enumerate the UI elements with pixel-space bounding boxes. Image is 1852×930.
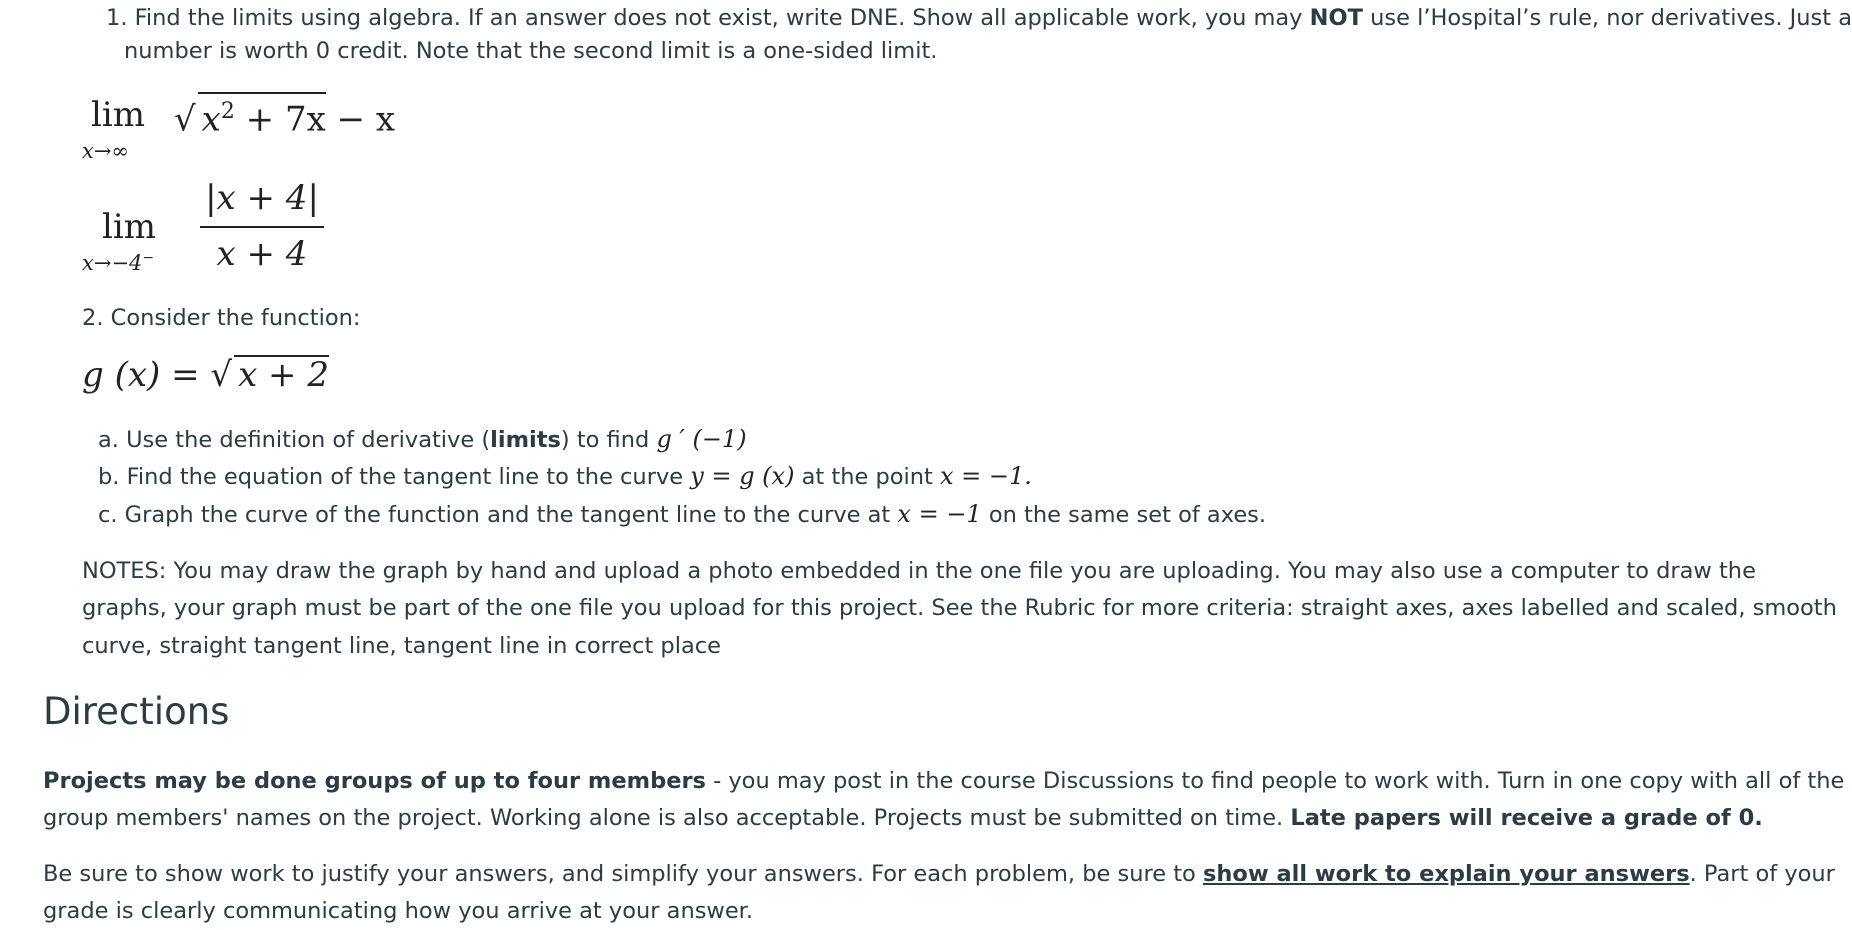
directions-p2-line2: grade is clearly communicating how you arrive at your answer.	[43, 898, 754, 924]
show-work-emphasis: show all work to explain your answers	[1202, 861, 1690, 887]
limit-1-lim: lim	[91, 95, 145, 135]
limit-2-numerator: |x + 4|	[200, 178, 324, 228]
directions-p1-line1: Projects may be done groups of up to four members - you may post in the course Discussions to find people to work with. Turn in one copy with all of the	[43, 768, 1845, 794]
q2-function: g (x) = √ x + 2	[82, 355, 329, 395]
q2-part-c: c. Graph the curve of the function and the tangent line to the curve at x = −1 on the same set of axes.	[98, 500, 1267, 528]
limit-2-fraction	[200, 178, 324, 274]
q2-part-a: a. Use the definition of derivative (limits) to find g ′ (−1)	[98, 425, 747, 453]
q2-part-b: b. Find the equation of the tangent line to the curve y = g (x) at the point x = −1.	[98, 462, 1032, 490]
limit-2-denominator: x + 4	[216, 234, 308, 274]
directions-p1-line2: group members' names on the project. Working alone is also acceptable. Projects must be submitted on time. Late papers will receive a grade of 0.	[43, 805, 1763, 831]
directions-p2-line1: Be sure to show work to justify your answers, and simplify your answers. For each problem, be sure to show all work to explain your answers. Part of your	[43, 861, 1835, 887]
notes-line1: NOTES: You may draw the graph by hand and upload a photo embedded in the one file you are uploading. You may also use a computer to draw the	[82, 558, 1756, 584]
notes-line3: curve, straight tangent line, tangent line in correct place	[82, 633, 721, 659]
limit-1-subscript: x→∞	[82, 139, 129, 163]
notes-line2: graphs, your graph must be part of the one file you upload for this project. See the Rubric for more criteria: straight axes, axes labelled and scaled, smooth	[82, 595, 1837, 621]
limit-1-expression: √ $x^2 + 7x - x$	[174, 92, 395, 139]
q1-line1: 1. Find the limits using algebra. If an answer does not exist, write DNE. Show all applicable work, you may NOT use l’Hospital’s rule, nor derivatives. Just a	[106, 5, 1852, 31]
limit-2-lim: lim	[102, 207, 156, 247]
limit-2-subscript: x→−4−	[82, 250, 155, 275]
directions-heading: Directions	[43, 690, 230, 733]
q1-line2: number is worth 0 credit. Note that the second limit is a one-sided limit.	[124, 38, 938, 64]
q2-intro: 2. Consider the function:	[82, 305, 361, 331]
